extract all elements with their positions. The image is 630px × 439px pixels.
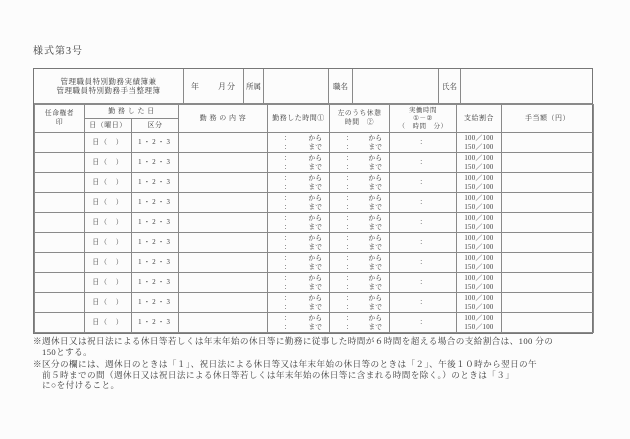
pay-rate-cell	[457, 213, 502, 233]
category-cell: 1・2・3	[132, 293, 179, 313]
category-cell: 1・2・3	[132, 273, 179, 293]
duty-content-cell	[179, 253, 268, 273]
appointer-header-line2: 印	[55, 118, 64, 126]
to-label: まで	[368, 183, 382, 191]
worked-time-cell	[268, 273, 330, 293]
worked-time-from	[268, 154, 329, 163]
rest-time-from	[330, 214, 389, 223]
rate-100: 100／100	[464, 134, 494, 142]
rest-time-to	[330, 183, 389, 192]
appointer-header-line1: 任命権者	[44, 110, 75, 118]
worked-time-to	[268, 183, 329, 192]
note1-line1: ※週休日又は祝日法による休日等若しくは年末年始の休日等に勤務に従事した時間が６時間を超える場合の支給割合は、100 分の	[33, 336, 554, 346]
colon: ：	[284, 314, 291, 322]
colon: ：	[284, 294, 291, 302]
stamp-cell	[35, 293, 85, 313]
rest-time-to	[330, 143, 389, 152]
category-cell: 1・2・3	[132, 253, 179, 273]
stamp-cell	[35, 133, 85, 153]
rest-time-cell	[330, 133, 390, 153]
from-label: から	[308, 294, 322, 302]
day-cell: 日（ ）	[85, 253, 132, 273]
rest-time-to	[330, 303, 389, 312]
allowance-cell	[502, 273, 594, 293]
table-row	[35, 193, 594, 213]
worked-time-to	[268, 223, 329, 232]
day-header: 日（曜日）	[85, 119, 132, 133]
duty-content-cell	[179, 153, 268, 173]
rate-100: 100／100	[464, 194, 494, 202]
rest-time-cell	[330, 213, 390, 233]
appointer-stamp-header	[35, 105, 85, 133]
rest-time-from	[330, 314, 389, 323]
pay-rate-cell	[457, 173, 502, 193]
colon: ：	[346, 223, 353, 231]
worked-time-cell	[268, 293, 330, 313]
rate-150: 150／100	[464, 163, 494, 171]
colon: ：	[284, 194, 291, 202]
worked-time-cell	[268, 253, 330, 273]
from-label: から	[368, 294, 382, 302]
worked-time-to	[268, 203, 329, 212]
rate-100: 100／100	[464, 154, 494, 162]
rate-150: 150／100	[464, 263, 494, 271]
day-cell: 日（ ）	[85, 193, 132, 213]
day-cell: 日（ ）	[85, 233, 132, 253]
rest-time-cell	[330, 153, 390, 173]
from-label: から	[308, 154, 322, 162]
day-cell: 日（ ）	[85, 293, 132, 313]
worked-time-to	[268, 263, 329, 272]
worked-time-from	[268, 174, 329, 183]
name-value	[461, 69, 592, 103]
to-label: まで	[368, 143, 382, 151]
worked-time-header: 勤務した時間①	[268, 105, 330, 133]
rest-time-from	[330, 194, 389, 203]
category-cell: 1・2・3	[132, 213, 179, 233]
to-label: まで	[308, 263, 322, 271]
rest-time-to	[330, 283, 389, 292]
pay-rate-header: 支給割合	[457, 105, 502, 133]
note1-line2: 150とする。	[42, 346, 93, 357]
colon: ：	[346, 263, 353, 271]
colon: ：	[346, 283, 353, 291]
rest-time-cell	[330, 313, 390, 333]
rest-time-to	[330, 203, 389, 212]
note-2	[33, 359, 600, 391]
allowance-cell	[502, 133, 594, 153]
note2-line3: に○を付けること。	[42, 380, 120, 391]
from-label: から	[308, 194, 322, 202]
actual-time-cell: ：	[390, 173, 457, 193]
note2-line2: 前５時までの間（週休日又は祝日法による休日等若しくは年末年始の休日等に含まれる時間を除く。）のときは「３」	[42, 369, 515, 380]
stamp-cell	[35, 213, 85, 233]
to-label: まで	[308, 323, 322, 331]
allowance-header: 手当額（円）	[502, 105, 594, 133]
rate-100: 100／100	[464, 174, 494, 182]
worked-time-cell	[268, 193, 330, 213]
allowance-cell	[502, 253, 594, 273]
actual-time-cell: ：	[390, 153, 457, 173]
colon: ：	[346, 323, 353, 331]
rest-time-header-line1: 左のうち休憩	[337, 110, 382, 118]
identity-row	[34, 69, 592, 104]
table-row	[35, 313, 594, 333]
rate-150: 150／100	[464, 183, 494, 191]
affiliation-value	[264, 69, 329, 103]
table-row	[35, 253, 594, 273]
allowance-cell	[502, 173, 594, 193]
rest-time-cell	[330, 193, 390, 213]
allowance-cell	[502, 233, 594, 253]
worked-time-from	[268, 134, 329, 143]
colon: ：	[284, 303, 291, 311]
colon: ：	[284, 154, 291, 162]
category-cell: 1・2・3	[132, 153, 179, 173]
rate-150: 150／100	[464, 303, 494, 311]
worked-time-cell	[268, 153, 330, 173]
duty-content-cell	[179, 313, 268, 333]
colon: ：	[284, 163, 291, 171]
colon: ：	[284, 134, 291, 142]
worked-time-from	[268, 234, 329, 243]
colon: ：	[284, 283, 291, 291]
actual-time-header-line3: （ 時間 分）	[398, 122, 448, 130]
pay-rate-cell	[457, 233, 502, 253]
actual-time-cell: ：	[390, 213, 457, 233]
rest-time-cell	[330, 173, 390, 193]
to-label: まで	[368, 223, 382, 231]
table-body	[35, 133, 594, 333]
actual-time-cell: ：	[390, 273, 457, 293]
form-title-line1: 管理職員特別勤務実績簿兼	[60, 76, 157, 86]
form-title-line2: 管理職員特別勤務手当整理簿	[56, 86, 161, 95]
colon: ：	[346, 243, 353, 251]
from-label: から	[368, 314, 382, 322]
from-label: から	[368, 214, 382, 222]
year-month-cell: 年 月分	[184, 69, 244, 103]
actual-time-cell: ：	[390, 133, 457, 153]
duty-content-cell	[179, 233, 268, 253]
worked-time-cell	[268, 233, 330, 253]
colon: ：	[284, 183, 291, 191]
allowance-cell	[502, 213, 594, 233]
stamp-cell	[35, 313, 85, 333]
to-label: まで	[308, 243, 322, 251]
duty-content-cell	[179, 293, 268, 313]
record-table	[33, 68, 593, 334]
colon: ：	[284, 234, 291, 242]
worked-time-to	[268, 323, 329, 332]
rate-150: 150／100	[464, 223, 494, 231]
category-cell: 1・2・3	[132, 233, 179, 253]
rest-time-cell	[330, 233, 390, 253]
rate-150: 150／100	[464, 283, 494, 291]
worked-time-from	[268, 194, 329, 203]
actual-time-header-line1: 実働時間	[409, 106, 437, 114]
from-label: から	[368, 234, 382, 242]
day-cell: 日（ ）	[85, 313, 132, 333]
from-label: から	[308, 254, 322, 262]
duty-content-cell	[179, 133, 268, 153]
duty-content-header: 勤 務 の 内 容	[179, 105, 268, 133]
colon: ：	[346, 154, 353, 162]
rate-100: 100／100	[464, 294, 494, 302]
category-cell: 1・2・3	[132, 193, 179, 213]
rate-100: 100／100	[464, 254, 494, 262]
worked-time-to	[268, 143, 329, 152]
allowance-cell	[502, 193, 594, 213]
from-label: から	[308, 314, 322, 322]
duty-content-cell	[179, 213, 268, 233]
table-row	[35, 233, 594, 253]
to-label: まで	[368, 303, 382, 311]
worked-day-header: 勤 務 し た 日	[85, 105, 179, 119]
colon: ：	[346, 134, 353, 142]
worked-time-to	[268, 303, 329, 312]
from-label: から	[308, 134, 322, 142]
name-label: 氏名	[439, 69, 461, 103]
actual-time-cell: ：	[390, 193, 457, 213]
table-row	[35, 273, 594, 293]
to-label: まで	[308, 223, 322, 231]
rest-time-from	[330, 234, 389, 243]
colon: ：	[346, 254, 353, 262]
note-1	[33, 336, 600, 357]
colon: ：	[284, 174, 291, 182]
table-row	[35, 173, 594, 193]
to-label: まで	[308, 183, 322, 191]
worked-time-from	[268, 294, 329, 303]
to-label: まで	[308, 283, 322, 291]
colon: ：	[346, 274, 353, 282]
colon: ：	[284, 254, 291, 262]
rest-time-header	[330, 105, 390, 133]
job-title-value	[353, 69, 439, 103]
from-label: から	[368, 154, 382, 162]
colon: ：	[346, 203, 353, 211]
category-header: 区分	[132, 119, 179, 133]
job-title-label: 職名	[329, 69, 353, 103]
worked-time-from	[268, 214, 329, 223]
day-cell: 日（ ）	[85, 273, 132, 293]
rate-150: 150／100	[464, 203, 494, 211]
rest-time-from	[330, 154, 389, 163]
duty-content-cell	[179, 173, 268, 193]
allowance-cell	[502, 153, 594, 173]
rate-150: 150／100	[464, 243, 494, 251]
rest-time-cell	[330, 273, 390, 293]
colon: ：	[284, 223, 291, 231]
worked-time-cell	[268, 313, 330, 333]
to-label: まで	[368, 283, 382, 291]
colon: ：	[346, 143, 353, 151]
rate-150: 150／100	[464, 323, 494, 331]
from-label: から	[368, 194, 382, 202]
affiliation-label: 所属	[244, 69, 264, 103]
pay-rate-cell	[457, 253, 502, 273]
rest-time-from	[330, 134, 389, 143]
colon: ：	[346, 214, 353, 222]
from-label: から	[368, 134, 382, 142]
pay-rate-cell	[457, 293, 502, 313]
worked-time-from	[268, 274, 329, 283]
stamp-cell	[35, 253, 85, 273]
from-label: から	[308, 174, 322, 182]
colon: ：	[284, 203, 291, 211]
table-row	[35, 133, 594, 153]
colon: ：	[284, 214, 291, 222]
note2-line1: ※区分の欄には、週休日のときは「１」、祝日法による休日等又は年末年始の休日等のときは「２」、午後１０時から翌日の午	[33, 359, 538, 370]
colon: ：	[284, 263, 291, 271]
day-cell: 日（ ）	[85, 153, 132, 173]
duty-content-cell	[179, 193, 268, 213]
day-cell: 日（ ）	[85, 213, 132, 233]
worked-time-cell	[268, 133, 330, 153]
form-number-label: 様式第3号	[33, 46, 83, 57]
to-label: まで	[308, 163, 322, 171]
stamp-cell	[35, 233, 85, 253]
table-row	[35, 213, 594, 233]
colon: ：	[346, 294, 353, 302]
rest-time-from	[330, 174, 389, 183]
colon: ：	[346, 303, 353, 311]
category-cell: 1・2・3	[132, 313, 179, 333]
from-label: から	[308, 214, 322, 222]
actual-time-cell: ：	[390, 313, 457, 333]
category-cell: 1・2・3	[132, 173, 179, 193]
rate-150: 150／100	[464, 143, 494, 151]
worked-time-to	[268, 283, 329, 292]
rate-100: 100／100	[464, 214, 494, 222]
rest-time-to	[330, 163, 389, 172]
from-label: から	[308, 274, 322, 282]
to-label: まで	[308, 143, 322, 151]
stamp-cell	[35, 273, 85, 293]
duty-content-cell	[179, 273, 268, 293]
stamp-cell	[35, 153, 85, 173]
actual-time-cell: ：	[390, 253, 457, 273]
worked-time-to	[268, 243, 329, 252]
actual-time-cell: ：	[390, 293, 457, 313]
category-cell: 1・2・3	[132, 133, 179, 153]
from-label: から	[368, 254, 382, 262]
pay-rate-cell	[457, 313, 502, 333]
from-label: から	[368, 274, 382, 282]
from-label: から	[308, 234, 322, 242]
colon: ：	[346, 194, 353, 202]
allowance-cell	[502, 313, 594, 333]
rest-time-to	[330, 263, 389, 272]
rest-time-from	[330, 274, 389, 283]
to-label: まで	[368, 263, 382, 271]
worked-time-from	[268, 254, 329, 263]
pay-rate-cell	[457, 133, 502, 153]
day-cell: 日（ ）	[85, 173, 132, 193]
footnotes	[33, 336, 600, 393]
duty-record-grid	[34, 104, 594, 333]
actual-time-header-line2: ①－②	[413, 114, 433, 122]
rate-100: 100／100	[464, 234, 494, 242]
colon: ：	[346, 314, 353, 322]
rest-time-cell	[330, 293, 390, 313]
rate-100: 100／100	[464, 314, 494, 322]
pay-rate-cell	[457, 273, 502, 293]
actual-time-cell: ：	[390, 233, 457, 253]
allowance-cell	[502, 293, 594, 313]
table-row	[35, 153, 594, 173]
to-label: まで	[368, 323, 382, 331]
actual-time-header	[390, 105, 457, 133]
rest-time-header-line2: 時間 ②	[344, 118, 375, 126]
colon: ：	[346, 234, 353, 242]
colon: ：	[284, 274, 291, 282]
to-label: まで	[368, 163, 382, 171]
rest-time-from	[330, 294, 389, 303]
from-label: から	[368, 174, 382, 182]
rate-100: 100／100	[464, 274, 494, 282]
worked-time-cell	[268, 213, 330, 233]
worked-time-from	[268, 314, 329, 323]
colon: ：	[346, 174, 353, 182]
colon: ：	[346, 183, 353, 191]
stamp-cell	[35, 173, 85, 193]
rest-time-to	[330, 223, 389, 232]
colon: ：	[284, 143, 291, 151]
stamp-cell	[35, 193, 85, 213]
pay-rate-cell	[457, 153, 502, 173]
colon: ：	[284, 323, 291, 331]
colon: ：	[284, 243, 291, 251]
day-cell: 日（ ）	[85, 133, 132, 153]
rest-time-cell	[330, 253, 390, 273]
form-title-cell	[34, 69, 184, 103]
pay-rate-cell	[457, 193, 502, 213]
to-label: まで	[308, 203, 322, 211]
colon: ：	[346, 163, 353, 171]
rest-time-from	[330, 254, 389, 263]
to-label: まで	[368, 203, 382, 211]
table-row	[35, 293, 594, 313]
rest-time-to	[330, 243, 389, 252]
to-label: まで	[368, 243, 382, 251]
worked-time-to	[268, 163, 329, 172]
to-label: まで	[308, 303, 322, 311]
rest-time-to	[330, 323, 389, 332]
worked-time-cell	[268, 173, 330, 193]
